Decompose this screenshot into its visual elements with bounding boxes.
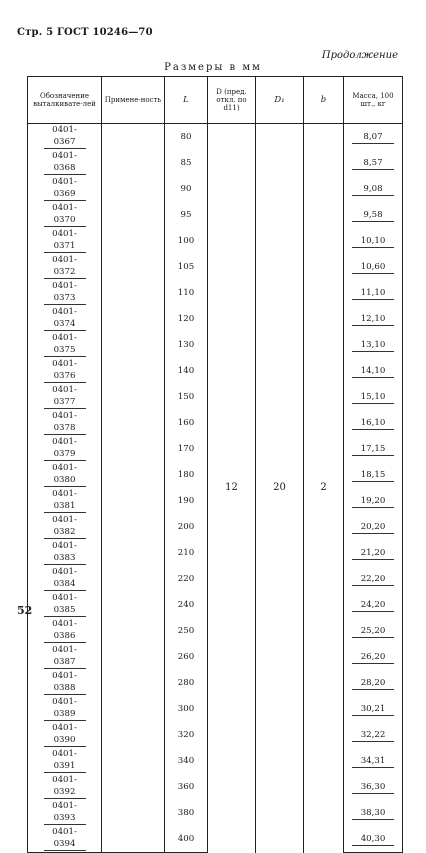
cell-b-merged: 2	[304, 124, 344, 853]
cell-L: 280	[165, 670, 208, 696]
header-b: b	[304, 77, 344, 124]
cell-D1-merged: 20	[256, 124, 304, 853]
cell-designation: 0401-0378	[28, 410, 102, 436]
cell-application	[102, 176, 165, 202]
cell-L: 340	[165, 748, 208, 774]
cell-designation: 0401-0376	[28, 358, 102, 384]
cell-L: 320	[165, 722, 208, 748]
cell-mass: 11,10	[344, 280, 403, 306]
header-application: Примене-ность	[102, 77, 165, 124]
cell-designation: 0401-0373	[28, 280, 102, 306]
cell-designation: 0401-0380	[28, 462, 102, 488]
cell-application	[102, 748, 165, 774]
cell-designation: 0401-0389	[28, 696, 102, 722]
cell-designation: 0401-0382	[28, 514, 102, 540]
cell-L: 300	[165, 696, 208, 722]
cell-L: 190	[165, 488, 208, 514]
continuation-label: Продолжение	[321, 50, 398, 61]
cell-designation: 0401-0372	[28, 254, 102, 280]
cell-L: 120	[165, 306, 208, 332]
cell-mass: 24,20	[344, 592, 403, 618]
header-D: D (пред. откл. по d11)	[208, 77, 256, 124]
header-mass: Масса, 100 шт., кг	[344, 77, 403, 124]
cell-mass: 28,20	[344, 670, 403, 696]
cell-mass: 8,07	[344, 124, 403, 151]
cell-L: 180	[165, 462, 208, 488]
cell-application	[102, 722, 165, 748]
cell-mass: 34,31	[344, 748, 403, 774]
cell-designation: 0401-0381	[28, 488, 102, 514]
cell-application	[102, 644, 165, 670]
cell-L: 95	[165, 202, 208, 228]
cell-mass: 36,30	[344, 774, 403, 800]
cell-L: 90	[165, 176, 208, 202]
cell-application	[102, 436, 165, 462]
cell-L: 100	[165, 228, 208, 254]
cell-mass: 16,10	[344, 410, 403, 436]
table-row	[28, 124, 403, 151]
cell-application	[102, 800, 165, 826]
cell-mass: 38,30	[344, 800, 403, 826]
cell-designation: 0401-0368	[28, 150, 102, 176]
cell-L: 130	[165, 332, 208, 358]
cell-application	[102, 618, 165, 644]
cell-application	[102, 410, 165, 436]
cell-designation: 0401-0394	[28, 826, 102, 853]
cell-mass: 21,20	[344, 540, 403, 566]
cell-L: 170	[165, 436, 208, 462]
cell-designation: 0401-0384	[28, 566, 102, 592]
cell-application	[102, 826, 165, 853]
cell-designation: 0401-0387	[28, 644, 102, 670]
cell-designation: 0401-0386	[28, 618, 102, 644]
cell-mass: 30,21	[344, 696, 403, 722]
cell-mass: 8,57	[344, 150, 403, 176]
cell-designation: 0401-0379	[28, 436, 102, 462]
cell-designation: 0401-0388	[28, 670, 102, 696]
cell-mass: 10,60	[344, 254, 403, 280]
cell-L: 400	[165, 826, 208, 853]
page-header: Стр. 5 ГОСТ 10246—70	[17, 27, 153, 38]
cell-L: 250	[165, 618, 208, 644]
cell-application	[102, 540, 165, 566]
cell-D-merged: 12	[208, 124, 256, 853]
cell-application	[102, 332, 165, 358]
cell-designation: 0401-0370	[28, 202, 102, 228]
table-header-row	[28, 77, 403, 124]
page-number: 52	[17, 604, 33, 617]
table-body	[28, 124, 403, 853]
cell-designation: 0401-0383	[28, 540, 102, 566]
cell-application	[102, 150, 165, 176]
cell-application	[102, 566, 165, 592]
cell-designation: 0401-0369	[28, 176, 102, 202]
cell-designation: 0401-0390	[28, 722, 102, 748]
cell-L: 200	[165, 514, 208, 540]
cell-L: 360	[165, 774, 208, 800]
cell-L: 110	[165, 280, 208, 306]
cell-L: 240	[165, 592, 208, 618]
cell-L: 160	[165, 410, 208, 436]
cell-application	[102, 488, 165, 514]
header-L: L	[165, 77, 208, 124]
cell-application	[102, 254, 165, 280]
cell-mass: 32,22	[344, 722, 403, 748]
cell-mass: 15,10	[344, 384, 403, 410]
cell-application	[102, 280, 165, 306]
cell-designation: 0401-0393	[28, 800, 102, 826]
cell-mass: 20,20	[344, 514, 403, 540]
cell-L: 380	[165, 800, 208, 826]
cell-mass: 9,58	[344, 202, 403, 228]
cell-designation: 0401-0377	[28, 384, 102, 410]
cell-L: 150	[165, 384, 208, 410]
cell-designation: 0401-0374	[28, 306, 102, 332]
dimensions-title: Размеры в мм	[164, 62, 262, 73]
cell-mass: 17,15	[344, 436, 403, 462]
cell-application	[102, 358, 165, 384]
cell-mass: 25,20	[344, 618, 403, 644]
cell-application	[102, 696, 165, 722]
header-designation: Обозначение выталкивате-лей	[28, 77, 102, 124]
cell-application	[102, 306, 165, 332]
cell-application	[102, 514, 165, 540]
cell-application	[102, 462, 165, 488]
cell-mass: 13,10	[344, 332, 403, 358]
cell-designation: 0401-0392	[28, 774, 102, 800]
cell-designation: 0401-0371	[28, 228, 102, 254]
cell-mass: 18,15	[344, 462, 403, 488]
cell-mass: 12,10	[344, 306, 403, 332]
cell-L: 85	[165, 150, 208, 176]
cell-application	[102, 592, 165, 618]
cell-designation: 0401-0367	[28, 124, 102, 151]
cell-mass: 9,08	[344, 176, 403, 202]
cell-mass: 10,10	[344, 228, 403, 254]
cell-application	[102, 774, 165, 800]
cell-designation: 0401-0391	[28, 748, 102, 774]
ejector-spec-table	[27, 76, 403, 853]
cell-mass: 14,10	[344, 358, 403, 384]
cell-designation: 0401-0375	[28, 332, 102, 358]
cell-mass: 19,20	[344, 488, 403, 514]
cell-mass: 22,20	[344, 566, 403, 592]
cell-mass: 40,30	[344, 826, 403, 853]
cell-L: 260	[165, 644, 208, 670]
cell-mass: 26,20	[344, 644, 403, 670]
cell-application	[102, 124, 165, 151]
cell-L: 210	[165, 540, 208, 566]
cell-application	[102, 670, 165, 696]
cell-application	[102, 228, 165, 254]
cell-designation: 0401-0385	[28, 592, 102, 618]
cell-application	[102, 202, 165, 228]
cell-L: 80	[165, 124, 208, 151]
cell-L: 220	[165, 566, 208, 592]
header-D1: D₁	[256, 77, 304, 124]
cell-L: 105	[165, 254, 208, 280]
cell-application	[102, 384, 165, 410]
cell-L: 140	[165, 358, 208, 384]
